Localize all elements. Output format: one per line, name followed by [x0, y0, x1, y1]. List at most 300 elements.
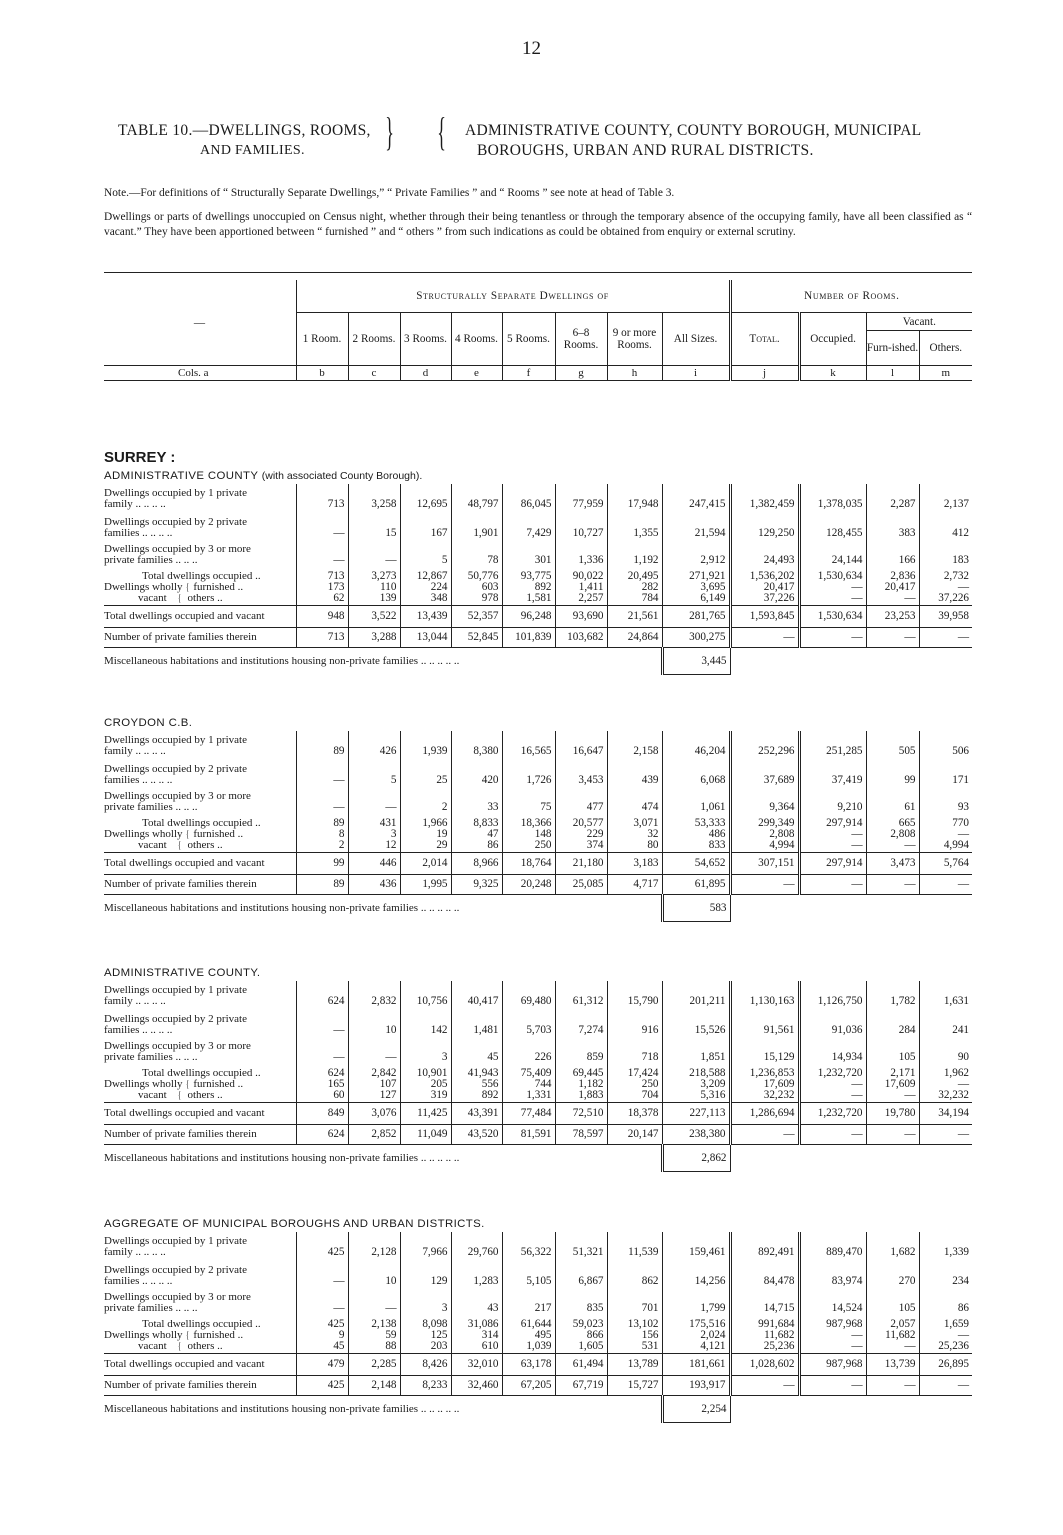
- table-cell-stack: [400, 816, 451, 853]
- table-cell: 3,076: [348, 1103, 400, 1125]
- table-cell: —: [851, 1088, 863, 1101]
- table-cell: 34,194: [919, 1103, 972, 1125]
- table-cell: 833: [708, 838, 726, 851]
- row-label-two-families: [104, 1010, 296, 1039]
- misc-blank: [730, 1145, 972, 1172]
- table-cell: —: [296, 513, 348, 542]
- table-cell-stack: [730, 569, 799, 606]
- table-cell: 1,530,634: [817, 569, 863, 582]
- table-cell: 314: [481, 1328, 499, 1341]
- table-cell: 770: [952, 816, 969, 829]
- table-cell: 10,727: [555, 513, 607, 542]
- misc-blank: [730, 648, 972, 675]
- table-cell: 166: [866, 542, 919, 569]
- table-cell: 439: [607, 760, 662, 789]
- table-cell: 383: [866, 513, 919, 542]
- col-letter: g: [555, 366, 607, 381]
- row-label-total-occupied-vacant: [104, 1066, 296, 1103]
- header-col-2-rooms: 2 Rooms.: [348, 313, 400, 366]
- header-group-rooms: Number of Rooms.: [730, 280, 972, 313]
- col-letter: h: [607, 366, 662, 381]
- table-cell: 4,717: [607, 875, 662, 895]
- section-title: [104, 1216, 972, 1232]
- table-cell: 4,121: [700, 1339, 726, 1352]
- table-cell-stack: [296, 569, 348, 606]
- table-cell: 10,756: [400, 981, 451, 1010]
- table-cell: 2,137: [919, 484, 972, 513]
- table-cell: 9: [338, 1328, 345, 1341]
- table-cell: 156: [641, 1328, 659, 1341]
- table-cell: —: [919, 875, 972, 895]
- section-2: [104, 965, 972, 1172]
- table-cell: —: [730, 875, 799, 895]
- table-cell: 16,647: [555, 731, 607, 760]
- header-col-occupied: Occupied.: [799, 313, 866, 366]
- table-cell: 159,461: [662, 1232, 730, 1261]
- table-top-rule: [104, 272, 972, 273]
- brace-icon: {: [186, 827, 190, 840]
- table-cell: 15: [348, 513, 400, 542]
- table-cell-stack: [400, 569, 451, 606]
- table-cell: —: [348, 542, 400, 569]
- table-cell: 1,581: [526, 591, 552, 604]
- table-cell: 2,057: [890, 1317, 916, 1330]
- table-cell: 84,478: [730, 1261, 799, 1290]
- table-cell: 75,409: [520, 1066, 552, 1079]
- table-cell: 17,609: [884, 1077, 916, 1090]
- row-label-misc: Miscellaneous habitations and institutions housing non-private families .. .. .. .. ..: [104, 901, 460, 914]
- table-cell: 1,659: [943, 1317, 969, 1330]
- table-cell: 849: [296, 1103, 348, 1125]
- table-cell: 45: [451, 1039, 502, 1066]
- row-label-line: families .. .. .. ..: [104, 1024, 173, 1036]
- table-cell-stack: [866, 1317, 919, 1354]
- table-cell: 713: [327, 569, 345, 582]
- table-cell: 3,273: [371, 569, 397, 582]
- table-cell: 2,732: [943, 569, 969, 582]
- table-cell: 6,149: [700, 591, 726, 604]
- table-cell: 61,895: [662, 875, 730, 895]
- row-label-total-all: Total dwellings occupied and vacant: [104, 1103, 296, 1125]
- table-cell: 218,588: [689, 1066, 726, 1079]
- table-cell: 3,071: [633, 816, 659, 829]
- table-cell: 175,516: [689, 1317, 726, 1330]
- page-number: 12: [522, 38, 541, 59]
- table-cell: —: [957, 827, 969, 840]
- row-label-vacant: vacant: [138, 838, 167, 851]
- table-cell: 14,256: [662, 1261, 730, 1290]
- table-cell: 505: [866, 731, 919, 760]
- table-cell: 610: [481, 1339, 499, 1352]
- section-title-text: AGGREGATE OF MUNICIPAL BOROUGHS AND URBAN DISTRICTS.: [104, 1218, 485, 1230]
- table-cell: 506: [919, 731, 972, 760]
- table-cell: —: [904, 1088, 916, 1101]
- row-label-line: Dwellings occupied by 2 private: [104, 1264, 247, 1276]
- table-cell-stack: [607, 1066, 662, 1103]
- table-cell: 40,417: [451, 981, 502, 1010]
- table-cell: 1,883: [578, 1088, 604, 1101]
- table-cell: 412: [919, 513, 972, 542]
- table-cell: 250: [534, 838, 552, 851]
- table-cell: 15,129: [730, 1039, 799, 1066]
- table-cell: 19: [436, 827, 448, 840]
- table-cell: —: [730, 1376, 799, 1396]
- row-label-two-families: [104, 513, 296, 542]
- table-cell: 2,024: [700, 1328, 726, 1341]
- table-cell-stack: [502, 816, 555, 853]
- table-cell-stack: [502, 1066, 555, 1103]
- table-cell-stack: [502, 1317, 555, 1354]
- table-cell-stack: [607, 569, 662, 606]
- table-cell: 1,126,750: [799, 981, 866, 1010]
- table-cell: 20,577: [572, 816, 604, 829]
- table-cell: 32,232: [763, 1088, 795, 1101]
- table-cell: 1,236,853: [749, 1066, 795, 1079]
- table-cell-stack: [919, 569, 972, 606]
- row-label-line: Dwellings occupied by 2 private: [104, 516, 247, 528]
- table-cell-stack: [730, 1066, 799, 1103]
- header-col-3-rooms: 3 Rooms.: [400, 313, 451, 366]
- table-cell: 24,864: [607, 628, 662, 648]
- table-cell: 2: [338, 838, 345, 851]
- table-cell: 173: [327, 580, 345, 593]
- table-cell: 224: [430, 580, 448, 593]
- table-cell: 18,378: [607, 1103, 662, 1125]
- row-label-total-all: Total dwellings occupied and vacant: [104, 1354, 296, 1376]
- table-cell: 99: [296, 853, 348, 875]
- table-cell: 33: [451, 789, 502, 816]
- table-cell: 29: [436, 838, 448, 851]
- row-label-total-occupied: Total dwellings occupied ..: [142, 1066, 261, 1079]
- table-cell: 4,994: [943, 838, 969, 851]
- table-cell: 13,439: [400, 606, 451, 628]
- table-cell: 299,349: [758, 816, 795, 829]
- table-cell: 103,682: [555, 628, 607, 648]
- table-cell: 78,597: [555, 1125, 607, 1145]
- col-letter: k: [799, 366, 866, 381]
- header-col-total: Total.: [730, 313, 799, 366]
- table-cell-stack: [919, 816, 972, 853]
- table-cell: 987,968: [799, 1354, 866, 1376]
- section-3: [104, 1216, 972, 1423]
- table-cell: 2,287: [866, 484, 919, 513]
- table-cell: 25,236: [938, 1339, 969, 1352]
- misc-label-cell: [104, 648, 662, 675]
- table-cell: 1,286,694: [730, 1103, 799, 1125]
- table-cell: 866: [586, 1328, 604, 1341]
- row-label-others: others ..: [187, 1339, 223, 1352]
- table-cell: —: [904, 1339, 916, 1352]
- table-cell: 7,429: [502, 513, 555, 542]
- col-letter-a: Cols. a: [104, 366, 296, 381]
- table-cell: 436: [348, 875, 400, 895]
- header-col-4-rooms: 4 Rooms.: [451, 313, 502, 366]
- table-cell: 148: [534, 827, 552, 840]
- title-brace-right: }: [385, 109, 394, 154]
- table-cell: 5,105: [502, 1261, 555, 1290]
- table-cell: 281,765: [662, 606, 730, 628]
- table-cell: 1,995: [400, 875, 451, 895]
- table-cell-stack: [866, 569, 919, 606]
- table-cell: 11,049: [400, 1125, 451, 1145]
- table-cell: 284: [866, 1010, 919, 1039]
- table-cell: 90: [919, 1039, 972, 1066]
- table-cell: —: [296, 1010, 348, 1039]
- row-label-line: families .. .. .. ..: [104, 774, 173, 786]
- row-label-line: private families .. .. ..: [104, 554, 198, 566]
- table-cell: 270: [866, 1261, 919, 1290]
- row-label-three-families: [104, 1290, 296, 1317]
- row-label-furnished: furnished ..: [193, 580, 244, 593]
- table-cell: 713: [296, 484, 348, 513]
- table-cell: 229: [586, 827, 604, 840]
- table-cell: —: [851, 827, 863, 840]
- table-cell: 2,836: [890, 569, 916, 582]
- table-cell: 8,380: [451, 731, 502, 760]
- table-cell: 75: [502, 789, 555, 816]
- section-title: [104, 468, 972, 484]
- table-cell: —: [866, 628, 919, 648]
- table-cell: 531: [641, 1339, 659, 1352]
- table-cell: 25: [400, 760, 451, 789]
- row-label-line: Dwellings occupied by 1 private: [104, 1234, 247, 1247]
- header-vacant: Vacant.: [866, 313, 972, 331]
- table-cell: 2,842: [371, 1066, 397, 1079]
- row-label-line: private families .. .. ..: [104, 801, 198, 813]
- column-header: [104, 280, 972, 381]
- table-cell: 105: [866, 1039, 919, 1066]
- table-cell: 8,833: [473, 816, 499, 829]
- table-cell: 193,917: [662, 1376, 730, 1396]
- table-cell: 105: [866, 1290, 919, 1317]
- row-label-line: family .. .. .. ..: [104, 994, 166, 1007]
- table-cell: 43,520: [451, 1125, 502, 1145]
- table-cell: 701: [607, 1290, 662, 1317]
- table-cell: 1,331: [526, 1088, 552, 1101]
- table-cell: 1,336: [555, 542, 607, 569]
- row-label-one-family: [104, 981, 296, 1010]
- table-cell: —: [957, 1077, 969, 1090]
- table-cell: 99: [866, 760, 919, 789]
- table-cell: —: [296, 789, 348, 816]
- row-label-families: Number of private families therein: [104, 628, 296, 648]
- misc-label-cell: [104, 895, 662, 922]
- table-cell: 835: [555, 1290, 607, 1317]
- table-cell: —: [799, 628, 866, 648]
- table-cell: 2,171: [890, 1066, 916, 1079]
- table-cell: 12: [385, 838, 397, 851]
- row-label-line: families .. .. .. ..: [104, 1275, 173, 1287]
- section-table: [104, 731, 972, 922]
- table-cell: 26,895: [919, 1354, 972, 1376]
- table-cell: 52,845: [451, 628, 502, 648]
- table-cell: 477: [555, 789, 607, 816]
- table-cell: 11,682: [885, 1328, 916, 1341]
- section-1: [104, 715, 972, 922]
- table-cell: 69,480: [502, 981, 555, 1010]
- row-label-misc: Miscellaneous habitations and institutions housing non-private families .. .. .. .. ..: [104, 1402, 460, 1415]
- header-col-5-rooms: 5 Rooms.: [502, 313, 555, 366]
- table-cell-stack: [555, 816, 607, 853]
- header-col-1-room: 1 Room.: [296, 313, 348, 366]
- table-cell: 624: [327, 1066, 345, 1079]
- table-cell: 50,776: [467, 569, 499, 582]
- table-cell: 603: [481, 580, 499, 593]
- col-letter: f: [502, 366, 555, 381]
- table-cell: 128,455: [799, 513, 866, 542]
- table-cell: 77,484: [502, 1103, 555, 1125]
- table-cell: 859: [555, 1039, 607, 1066]
- table-cell: 129,250: [730, 513, 799, 542]
- table-cell: 718: [607, 1039, 662, 1066]
- table-cell: 3,522: [348, 606, 400, 628]
- table-cell: 1,782: [866, 981, 919, 1010]
- table-cell: 12,867: [416, 569, 448, 582]
- table-cell: 16,565: [502, 731, 555, 760]
- table-cell: 67,205: [502, 1376, 555, 1396]
- row-label-total-occupied: Total dwellings occupied ..: [142, 569, 261, 582]
- row-label-one-family: [104, 1232, 296, 1261]
- table-cell-stack: [555, 1317, 607, 1354]
- table-cell: 21,594: [662, 513, 730, 542]
- table-cell: 88: [385, 1339, 397, 1352]
- table-cell: 1,355: [607, 513, 662, 542]
- table-cell: 948: [296, 606, 348, 628]
- col-letter: e: [451, 366, 502, 381]
- table-cell: 2,832: [348, 981, 400, 1010]
- col-letter: m: [919, 366, 972, 381]
- table-cell: 987,968: [826, 1317, 863, 1330]
- table-cell: 784: [641, 591, 659, 604]
- table-cell: 32,460: [451, 1376, 502, 1396]
- table-cell-stack: [799, 569, 866, 606]
- table-cell: 307,151: [730, 853, 799, 875]
- row-label-line: Dwellings occupied by 1 private: [104, 733, 247, 746]
- table-cell: 2,808: [890, 827, 916, 840]
- row-label-two-families: [104, 1261, 296, 1290]
- table-cell: 991,684: [758, 1317, 795, 1330]
- table-cell: —: [296, 1039, 348, 1066]
- section-title-text: CROYDON C.B.: [104, 717, 193, 729]
- table-cell-stack: [555, 569, 607, 606]
- table-cell: 3,288: [348, 628, 400, 648]
- section-county-name: SURREY :: [104, 449, 176, 466]
- table-cell: 5: [400, 542, 451, 569]
- table-cell: 37,226: [763, 591, 795, 604]
- table-cell: 3,183: [607, 853, 662, 875]
- table-cell: 1,799: [662, 1290, 730, 1317]
- table-cell: 250: [641, 1077, 659, 1090]
- table-cell: 1,382,459: [730, 484, 799, 513]
- table-cell: 425: [296, 1376, 348, 1396]
- row-label-line: Dwellings occupied by 2 private: [104, 763, 247, 775]
- row-label-three-families: [104, 1039, 296, 1066]
- table-cell: 47: [487, 827, 499, 840]
- table-cell: 15,790: [607, 981, 662, 1010]
- table-cell: 1,378,035: [799, 484, 866, 513]
- table-cell: —: [799, 1376, 866, 1396]
- header-col-all-sizes: All Sizes.: [662, 313, 730, 366]
- table-cell: 6,867: [555, 1261, 607, 1290]
- table-cell: 1,182: [578, 1077, 604, 1090]
- table-cell: 31,086: [467, 1317, 499, 1330]
- table-cell: 69,445: [572, 1066, 604, 1079]
- table-cell: —: [866, 875, 919, 895]
- table-cell: 319: [430, 1088, 448, 1101]
- table-cell: 1,481: [451, 1010, 502, 1039]
- row-label-three-families: [104, 542, 296, 569]
- table-cell-stack: [348, 1317, 400, 1354]
- table-cell: 348: [430, 591, 448, 604]
- table-title-line1: TABLE 10.—DWELLINGS, ROOMS,: [118, 122, 371, 139]
- section-subtitle: (with associated County Borough).: [261, 470, 423, 482]
- table-cell: —: [957, 580, 969, 593]
- table-cell: 1,232,720: [817, 1066, 863, 1079]
- table-cell: —: [851, 1339, 863, 1352]
- table-cell: —: [919, 1376, 972, 1396]
- table-cell: 37,419: [799, 760, 866, 789]
- table-cell: 18,366: [520, 816, 552, 829]
- table-cell: 10,901: [416, 1066, 448, 1079]
- table-cell: 67,719: [555, 1376, 607, 1396]
- table-cell: 3,258: [348, 484, 400, 513]
- table-cell: 13,102: [627, 1317, 659, 1330]
- table-cell: —: [919, 628, 972, 648]
- table-cell-stack: [799, 816, 866, 853]
- table-cell-stack: [730, 816, 799, 853]
- table-cell: 129: [400, 1261, 451, 1290]
- row-label-total-occupied: Total dwellings occupied ..: [142, 816, 261, 829]
- table-cell: 78: [451, 542, 502, 569]
- header-col-furnished: Furn-ished.: [866, 331, 919, 366]
- row-label-total-all: Total dwellings occupied and vacant: [104, 853, 296, 875]
- table-cell: 2: [400, 789, 451, 816]
- table-cell: 3,453: [555, 760, 607, 789]
- col-letter: d: [400, 366, 451, 381]
- row-label-families: Number of private families therein: [104, 875, 296, 895]
- table-cell: 43: [451, 1290, 502, 1317]
- table-cell: 8: [338, 827, 345, 840]
- table-cell-stack: [451, 816, 502, 853]
- table-cell: 2,128: [348, 1232, 400, 1261]
- table-cell: 14,934: [799, 1039, 866, 1066]
- table-cell: 1,851: [662, 1039, 730, 1066]
- table-cell: 1,411: [578, 580, 604, 593]
- table-cell: 1,682: [866, 1232, 919, 1261]
- table-cell: 15,526: [662, 1010, 730, 1039]
- table-cell: 89: [296, 731, 348, 760]
- table-cell: 238,380: [662, 1125, 730, 1145]
- table-cell: 142: [400, 1010, 451, 1039]
- table-cell: 556: [481, 1077, 499, 1090]
- table-cell: 10: [348, 1010, 400, 1039]
- table-cell: 420: [451, 760, 502, 789]
- section-title-text: ADMINISTRATIVE COUNTY.: [104, 967, 261, 979]
- table-cell: 80: [647, 838, 659, 851]
- table-cell: 171: [919, 760, 972, 789]
- table-subtitle-line2: BOROUGHS, URBAN AND RURAL DISTRICTS.: [477, 142, 814, 159]
- table-cell: 889,470: [799, 1232, 866, 1261]
- table-cell-stack: [451, 569, 502, 606]
- table-cell: 8,426: [400, 1354, 451, 1376]
- row-label-others: others ..: [187, 591, 223, 604]
- section-title: [104, 965, 972, 981]
- table-cell: 4,994: [769, 838, 795, 851]
- table-cell: 8,098: [422, 1317, 448, 1330]
- col-letter: b: [296, 366, 348, 381]
- table-cell-stack: [348, 1066, 400, 1103]
- row-label-wholly: Dwellings wholly: [104, 1328, 183, 1341]
